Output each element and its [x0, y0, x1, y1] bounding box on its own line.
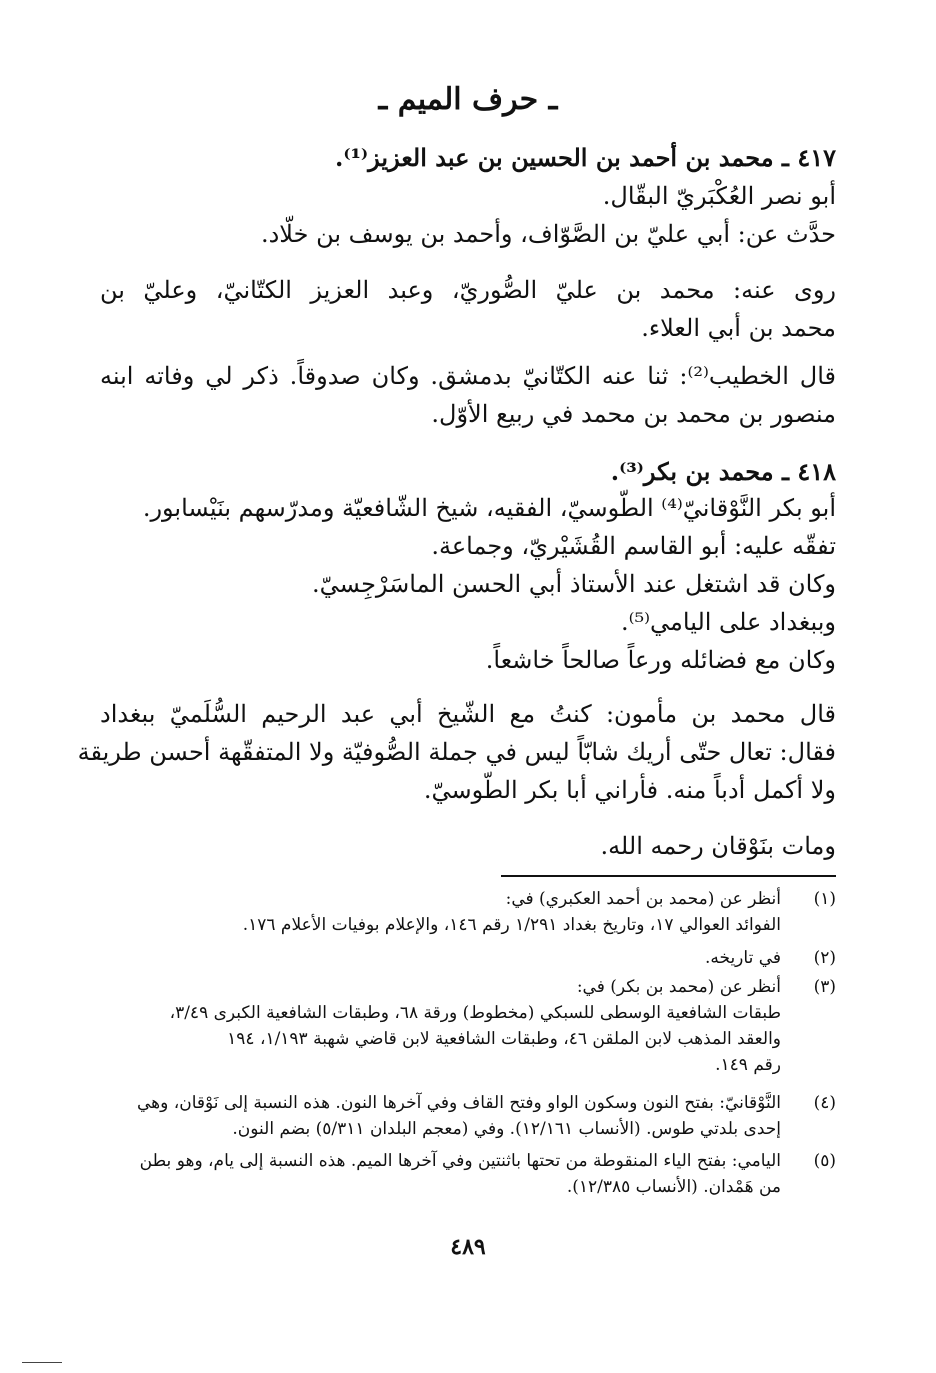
footnote-1 — [100, 886, 836, 938]
entry-418-line-8: ولا أكمل أدباً منه. فأراني أبا بكر الطّوسيّ. — [423, 776, 836, 804]
entry-417-line-3: روى عنه: محمد بن عليّ الصُّوريّ، وعبد العزيز الكتّانيّ، وعليّ بن — [100, 276, 836, 304]
scan-artifact-line — [22, 1362, 62, 1363]
entry-418-line-2: تفقّه عليه: أبو القاسم القُشَيْريّ، وجماعة. — [431, 532, 836, 560]
entry-418-line-3: وكان قد اشتغل عند الأستاذ أبي الحسن الماسَرْجِسيّ. — [312, 570, 836, 598]
entry-417-line-5: قال الخطيب⁽²⁾: ثنا عنه الكتّانيّ بدمشق. وكان صدوقاً. ذكر لي وفاته ابنه — [100, 362, 837, 390]
footnote-line: النَّوْقانيّ: بفتح النون وسكون الواو وفتح القاف وفي آخرها النون. هذه النسبة إلى نَوْقان، وهي — [136, 1093, 781, 1113]
entry-418-line-1: أبو بكر النَّوْقانيّ⁽⁴⁾ الطّوسيّ، الفقيه، شيخ الشّافعيّة ومدرّسهم بنَيْسابور. — [142, 494, 836, 522]
footnote-number: (١) — [813, 889, 836, 909]
entry-418-line-5: وكان مع فضائله ورعاً صالحاً خاشعاً. — [485, 646, 836, 674]
footnote-number: (٣) — [813, 977, 836, 997]
entry-417-heading: ٤١٧ ـ محمد بن أحمد بن الحسين بن عبد العزيز⁽¹⁾. — [334, 143, 836, 172]
entry-417-line-1: أبو نصر العُكْبَريّ البقّال. — [602, 182, 836, 210]
entry-418-line-4: وببغداد على اليامي⁽⁵⁾. — [620, 608, 836, 636]
footnote-number: (٢) — [813, 948, 836, 968]
footnote-line: والعقد المذهب لابن الملقن ٤٦، وطبقات الشافعية لابن قاضي شهبة ١/١٩٣، ١٩٤ — [227, 1029, 781, 1049]
footnote-4 — [100, 1090, 836, 1142]
footnote-separator — [501, 875, 836, 877]
entry-417-line-4: محمد بن أبي العلاء. — [641, 314, 836, 342]
footnote-2 — [100, 945, 836, 971]
footnote-line: اليامي: بفتح الياء المنقوطة من تحتها باثنتين وفي آخرها الميم. هذه النسبة إلى يام، وهو بطن — [139, 1151, 781, 1171]
footnote-5 — [100, 1148, 836, 1200]
footnote-line: أنظر عن (محمد بن أحمد العكبري) في: — [505, 889, 781, 909]
footnote-line: في تاريخه. — [704, 948, 781, 968]
entry-418-line-9: ومات بنَوْقان رحمه الله. — [600, 832, 836, 860]
entry-418-heading: ٤١٨ ـ محمد بن بكر⁽³⁾. — [610, 457, 836, 486]
footnote-line: الفوائد العوالي ١٧، وتاريخ بغداد ١/٢٩١ رقم ١٤٦، والإعلام بوفيات الأعلام ١٧٦. — [242, 915, 781, 935]
entry-418-line-6: قال محمد بن مأمون: كنتُ مع الشّيخ أبي عبد الرحيم السُّلَميّ ببغداد — [100, 700, 836, 728]
section-title: ـ حرف الميم ـ — [378, 82, 558, 117]
footnote-line: رقم ١٤٩. — [715, 1055, 781, 1075]
footnote-number: (٥) — [813, 1151, 836, 1171]
footnote-line: طبقات الشافعية الوسطى للسبكي (مخطوط) ورقة ٦٨، وطبقات الشافعية الكبرى ٣/٤٩، — [169, 1003, 781, 1023]
entry-417-line-6: منصور بن محمد بن محمد في ربيع الأوّل. — [431, 400, 836, 428]
page-number: ٤٨٩ — [450, 1234, 486, 1260]
footnote-3 — [100, 974, 836, 1078]
entry-417-line-2: حدَّث عن: أبي عليّ بن الصَّوّاف، وأحمد بن يوسف بن خلّاد. — [260, 220, 836, 248]
footnote-line: أنظر عن (محمد بن بكر) في: — [576, 977, 781, 997]
footnote-number: (٤) — [813, 1093, 836, 1113]
footnote-line: إحدى بلدتي طوس. (الأنساب ١٢/١٦١). وفي (معجم البلدان ٥/٣١١) بضم النون. — [232, 1119, 781, 1139]
footnote-line: من هَمْدان. (الأنساب ١٢/٣٨٥). — [566, 1177, 781, 1197]
entry-418-line-7: فقال: تعال حتّى أريك شابّاً ليس في جملة الصُّوفيّة ولا المتفقّهة أحسن طريقة — [77, 738, 836, 766]
